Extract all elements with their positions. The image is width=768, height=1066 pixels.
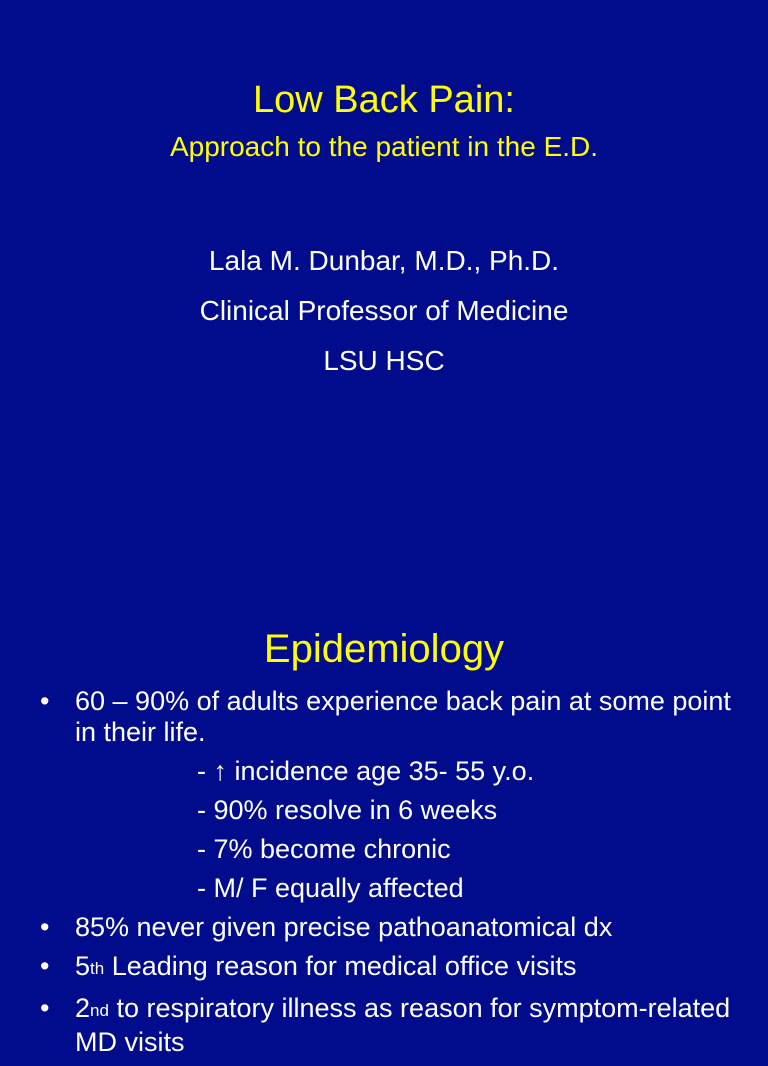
ordinal-suffix: th <box>90 959 105 978</box>
bullet-item <box>0 951 768 985</box>
sub-item: - 7% become chronic <box>197 834 451 864</box>
author-block <box>0 236 768 386</box>
ordinal-suffix: nd <box>90 1001 109 1020</box>
bullet-dot-icon: • <box>40 912 50 942</box>
bullet-dot-icon: • <box>40 993 50 1023</box>
author-affiliation: LSU HSC <box>323 345 445 376</box>
sub-item: - M/ F equally affected <box>197 873 464 903</box>
bullet-dot-icon: • <box>40 951 50 981</box>
bullet-text-rest: Leading reason for medical office visits <box>104 951 577 981</box>
bullet-text <box>75 993 735 1058</box>
sub-item: - 90% resolve in 6 weeks <box>197 795 498 825</box>
slide-epidemiology <box>0 576 768 1057</box>
sub-item: - ↑ incidence age 35- 55 y.o. <box>197 756 535 786</box>
bullet-item <box>0 993 768 1058</box>
bullet-text <box>75 951 735 985</box>
slide-title-heading: Low Back Pain: <box>253 79 515 121</box>
ordinal-number: 2 <box>75 993 91 1023</box>
bullet-dot-icon: • <box>40 686 50 716</box>
bullet-text-rest: to respiratory illness as reason for symptom-related MD visits <box>75 993 731 1057</box>
bullet-text: 85% never given precise pathoanatomical dx <box>75 912 613 942</box>
slide-subtitle: Approach to the patient in the E.D. <box>169 131 599 162</box>
bullet-item <box>0 686 768 748</box>
bullet-list <box>0 686 768 1066</box>
ordinal-number: 5 <box>75 951 91 981</box>
bullet-text: 60 – 90% of adults experience back pain at some point in their life. <box>75 686 731 747</box>
epidemiology-heading: Epidemiology <box>263 627 505 671</box>
author-name: Lala M. Dunbar, M.D., Ph.D. <box>208 245 560 276</box>
author-title: Clinical Professor of Medicine <box>199 295 569 326</box>
bullet-item <box>0 912 768 943</box>
